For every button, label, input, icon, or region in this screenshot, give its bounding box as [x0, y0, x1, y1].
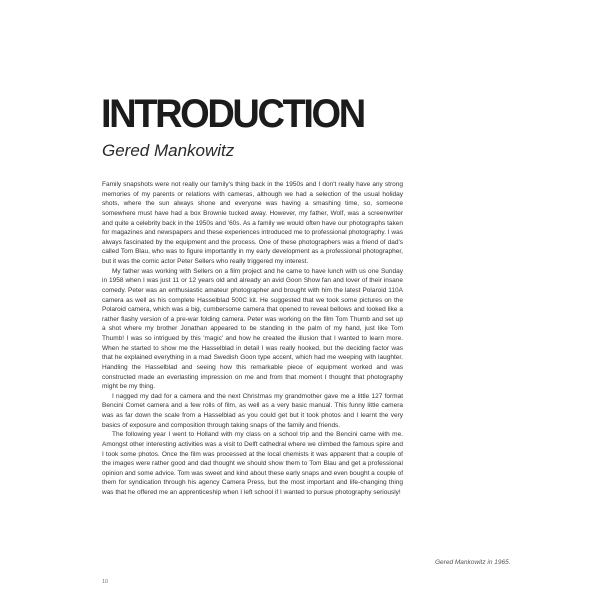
- body-text: [102, 180, 403, 498]
- paragraph-1: Family snapshots were not really our family's thing back in the 1950s and I don't really have any strong memories of my parents or relations with cameras, although we had a selection of the usual holiday shots, where the sun always shone and everyone was having a smashing time, so, someone somewhere must have had a box Brownie tucked away. However, my father, Wolf, was a screenwriter and quite a celebrity back in the 1950s and '60s. As a family we would often have our photographs taken for magazines and newspapers and these experiences introduced me to professional photography. I was always fascinated by the equipment and the process. One of these photographers was a friend of dad's called Tom Blau, who was to figure importantly in my early development as a professional photographer, but it was the comic actor Peter Sellers who really triggered my interest.: [102, 181, 403, 265]
- paragraph-3: I nagged my dad for a camera and the next Christmas my grandmother gave me a little 127 format Bencini Comet camera and a few rolls of film, as well as a very basic manual. This funny little camera was as far down the scale from a Hasselblad as you could get but it took photos and I learnt the very basics of exposure and composition through taking snaps of the family and friends.: [102, 392, 403, 429]
- author-byline: Gered Mankowitz: [102, 141, 235, 160]
- page-title: INTRODUCTION: [101, 92, 364, 136]
- photo-caption: Gered Mankowitz in 1965.: [435, 559, 511, 566]
- paragraph-4: The following year I went to Holland with my class on a school trip and the Bencini came with me. Amongst other interesting activities was a visit to Delft cathedral where we climbed the famous spire and I took some photos. Once the film was processed at the local chemists it was apparent that a couple of the images were rather good and dad thought we should show them to Tom Blau and get a professional opinion and some advice. Tom was sweet and kind about these early snaps and even bought a couple of them for syndication through his agency Camera Press, but the most important and life-changing thing was that he offered me an apprenticeship when I left school if I wanted to pursue photography seriously!: [102, 431, 403, 496]
- page-number: 10: [102, 579, 109, 585]
- paragraph-2: My father was working with Sellers on a film project and he came to have lunch with us one Sunday in 1958 when I was just 11 or 12 years old and already an avid Goon Show fan and lover of their insane comedy. Peter was an enthusiastic amateur photographer and brought with him the latest Polaroid 110A camera as well as his complete Hasselblad 500C kit. He suggested that we took some pictures on the Polaroid camera, which was a big, cumbersome camera that opened to reveal bellows and looked like a rather flashy version of a pre-war folding camera. Peter was working on the film Tom Thumb and set up a shot where my brother Jonathan appeared to be standing in the palm of my hand, just like Tom Thumb! I was so intrigued by this 'magic' and how he created the illusion that I wanted to learn more. When he started to show me the Hasselblad in detail I was really hooked, but the deciding factor was that he explained everything in a mad Swedish Goon type accent, which had me weeping with laughter. Handling the Hasselblad and seeing how this remarkable piece of equipment worked and was constructed made an everlasting impression on me and from that moment I thought that photography might be my thing.: [102, 267, 403, 391]
